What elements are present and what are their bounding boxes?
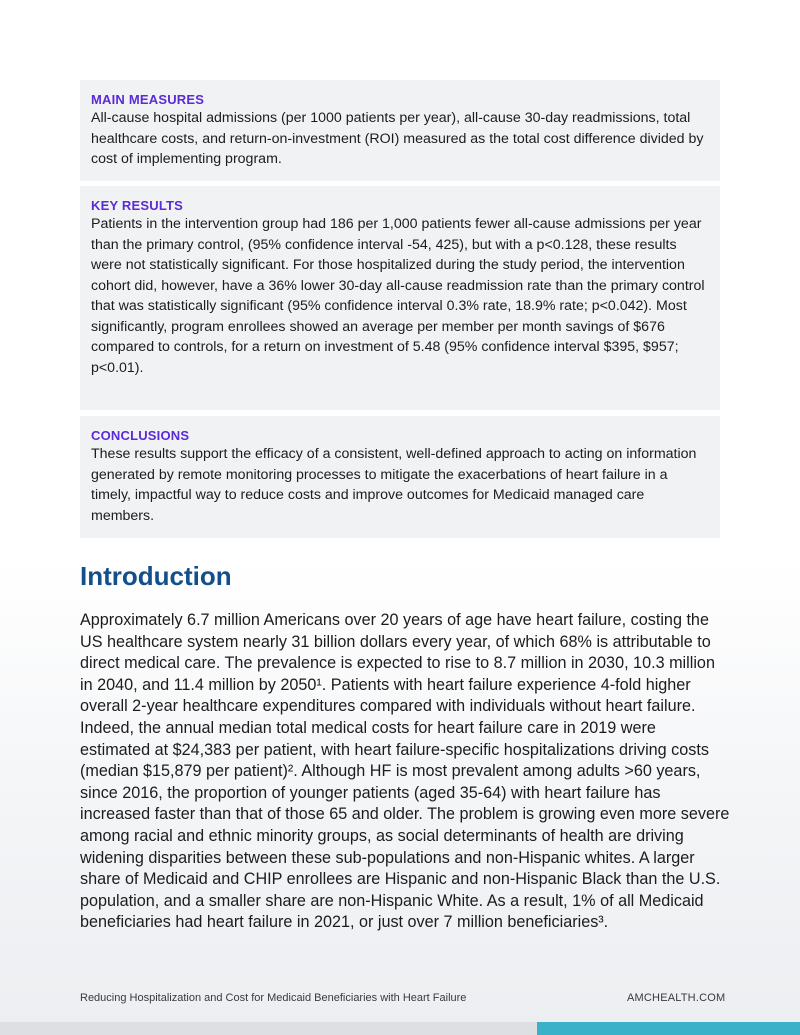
key-results-label: KEY RESULTS <box>91 198 184 213</box>
conclusions-label: CONCLUSIONS <box>91 428 190 443</box>
footer-bar-accent <box>537 1022 800 1035</box>
footer-website-link[interactable]: AMCHEALTH.COM <box>627 992 726 1004</box>
footer-bar-gray <box>0 1022 537 1035</box>
introduction-body: Approximately 6.7 million Americans over 20 years of age have heart failure, costing the US healthcare system nearly 31 billion dollars every year, of which 68% is attributable to direct medical care. The prevalence is expected to rise to 8.7 million in 2030, 10.3 million in 2040, and 11.4 million by 2050¹. Patients with heart failure experience 4-fold higher overall 2-year healthcare expenditures compared with individuals without heart failure. Indeed, the annual median total medical costs for heart failure care in 2019 were estimated at $24,383 per patient, with heart failure-specific hospitalizations driving costs (median $15,879 per patient)². Although HF is most prevalent among adults >60 years, since 2016, the proportion of younger patients (aged 35-64) with heart failure has increased faster than that of those 65 and older. The problem is growing even more severe among racial and ethnic minority groups, as social determinants of health are driving widening disparities between these sub-populations and non-Hispanic whites. A larger share of Medicaid and CHIP enrollees are Hispanic and non-Hispanic Black than the U.S. population, and a smaller share are non-Hispanic White. As a result, 1% of all Medicaid beneficiaries had heart failure in 2021, or just over 7 million beneficiaries³. <box>80 611 730 932</box>
key-results-text: Patients in the intervention group had 186 per 1,000 patients fewer all-cause admissions per year than the primary control, (95% confidence interval -54, 425), but with a p<0.128, these results were not statistically significant. For those hospitalized during the study period, the intervention cohort did, however, have a 36% lower 30-day all-cause readmission rate than the primary control that was statistically significant (95% confidence interval 0.3% rate, 18.9% rate; p<0.042). Most significantly, program enrollees showed an average per member per month savings of $676 compared to controls, for a return on investment of 5.48 (95% confidence interval $395, $957; p<0.01). <box>91 216 705 376</box>
main-measures-text: All-cause hospital admissions (per 1000 patients per year), all-cause 30-day readmissions, total healthcare costs, and return-on-investment (ROI) measured as the total cost difference divided by cost of implementing program. <box>91 110 704 167</box>
footer-document-title: Reducing Hospitalization and Cost for Medicaid Beneficiaries with Heart Failure <box>80 992 467 1004</box>
conclusions-section <box>80 416 720 538</box>
introduction-heading: Introduction <box>80 561 232 591</box>
conclusions-text: These results support the efficacy of a consistent, well-defined approach to acting on information generated by remote monitoring processes to mitigate the exacerbations of heart failure in a timely, impactful way to reduce costs and improve outcomes for Medicaid managed care members. <box>91 446 697 524</box>
key-results-section <box>80 186 720 410</box>
main-measures-label: MAIN MEASURES <box>91 92 205 107</box>
main-measures-section <box>80 80 720 181</box>
